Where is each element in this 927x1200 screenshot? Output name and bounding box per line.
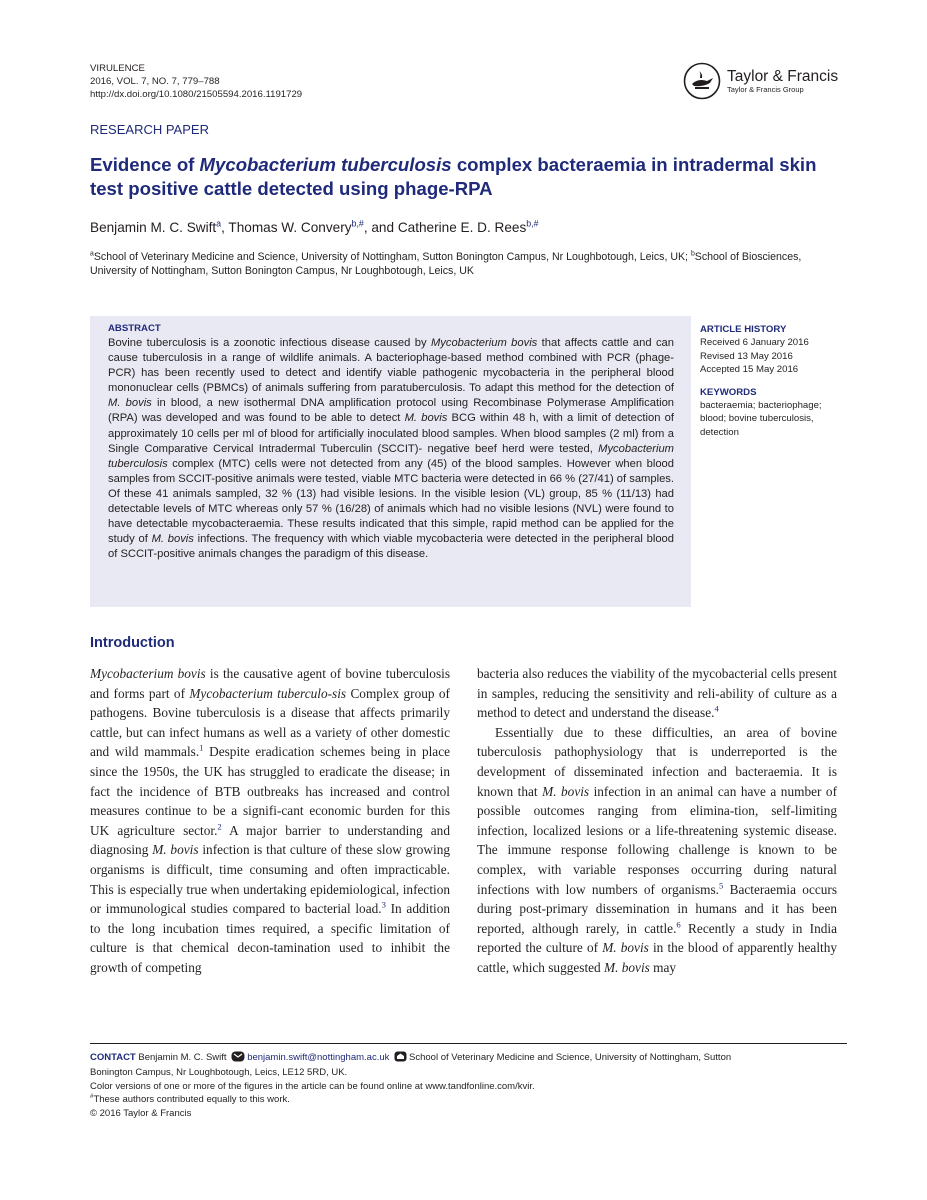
article-history-heading: ARTICLE HISTORY xyxy=(700,324,787,335)
publisher-logo xyxy=(683,62,838,100)
publisher-group: Taylor & Francis Group xyxy=(727,85,804,94)
keywords-heading: KEYWORDS xyxy=(700,386,757,398)
body-column-right xyxy=(477,664,837,978)
author-name: Catherine E. D. Rees xyxy=(397,220,527,235)
contact-email-link[interactable]: benjamin.swift@nottingham.ac.uk xyxy=(247,1052,390,1063)
contact-name: Benjamin M. C. Swift xyxy=(138,1052,227,1063)
article-sidebar xyxy=(700,323,850,439)
publisher-name: Taylor & Francis xyxy=(727,68,839,85)
introduction-heading: Introduction xyxy=(90,635,175,651)
article-type: RESEARCH PAPER xyxy=(90,122,209,137)
received-date: Received 6 January 2016 xyxy=(700,337,809,349)
paragraph: bacteria also reduces the viability of the mycobacterial cells present in samples, reducing the sensitivity and reli-ability of culture as a method to detect and understand the disease.$^4$ xyxy=(477,666,837,721)
author-list: Benjamin M. C. Swift$^a$, Thomas W. Convery$^{b,\#}$, and Catherine E. D. Rees$^{b,\#}$ xyxy=(90,218,539,235)
reference-link[interactable]: 3 xyxy=(381,899,386,910)
author-name: Benjamin M. C. Swift xyxy=(90,220,217,235)
contact-address-cont: Bonington Campus, Nr Loughbotough, Leics, LE12 5RD, UK. xyxy=(90,1067,348,1079)
address-icon xyxy=(394,1051,407,1066)
journal-name: VIRULENCE xyxy=(90,63,145,74)
contact-label: CONTACT xyxy=(90,1052,136,1063)
color-note: Color versions of one or more of the figures in the article can be found online at www.tandfonline.com/kvir. xyxy=(90,1080,535,1092)
author-name: Thomas W. Convery xyxy=(228,220,352,235)
contact-line xyxy=(90,1051,847,1066)
email-icon xyxy=(231,1051,245,1066)
reference-link[interactable]: 2 xyxy=(217,821,222,832)
accepted-date: Accepted 15 May 2016 xyxy=(700,364,799,376)
reference-link[interactable]: 6 xyxy=(676,919,681,930)
lamp-icon xyxy=(683,62,721,100)
revised-date: Revised 13 May 2016 xyxy=(700,350,793,362)
reference-link[interactable]: 1 xyxy=(199,742,204,753)
footer-divider xyxy=(90,1043,847,1044)
keywords-list: bacteraemia; bacteriophage; blood; bovine tuberculosis, detection xyxy=(700,400,822,438)
footer-notes xyxy=(90,1051,847,1120)
journal-doi[interactable]: http://dx.doi.org/10.1080/21505594.2016.1191729 xyxy=(90,89,303,100)
abstract-heading: ABSTRACT xyxy=(108,323,161,334)
reference-link[interactable]: 4 xyxy=(714,703,719,714)
paragraph: Mycobacterium bovis is the causative agent of bovine tuberculosis and forms part of Mycobacterium tuberculo-sis Complex group of pathogens. Bovine tuberculosis is a disease that affects primarily cattle, but can infect humans as well as a variety of other domestic and wild mammals.$^1$ Despite eradication schemes being in place since the 1950s, the UK has struggled to eradicate the disease; in fact the incidence of BTB outbreaks has increased and control measures continue to be a signifi-cant economic burden for this UK agriculture sector.$^2$ A major barrier to understanding and diagnosing M. bovis infection is that culture of these slow growing organisms is difficult, time consuming and often impracticable. This is especially true when undertaking epidemiological, infection or immunological studies compared to bacterial load.$^3$ In addition to the long incubation times required, a specific limitation of culture is that chemical decon-tamination used to inhibit the growth of competing xyxy=(90,666,451,975)
paragraph: Essentially due to these difficulties, an area of bovine tuberculosis pathophysiology that is underreported is the development of disseminated infection and bacteraemia. It is known that M. bovis infection in an animal can have a number of possible outcomes ranging from elimina-tion, self-limiting infection, localized lesions or a life-threatening systemic disease. The immune response following challenge is known to be complex, with variable responses occurring during natural infections with low numbers of organisms.$^5$ Bacteraemia occurs during post-primary dissemination in humans and it has been reported, although rarely, in cattle.$^6$ Recently a study in India reported the culture of M. bovis in the blood of apparently healthy cattle, which suggested M. bovis may xyxy=(477,724,838,975)
copyright: © 2016 Taylor & Francis xyxy=(90,1107,192,1119)
abstract-text: Bovine tuberculosis is a zoonotic infectious disease caused by Mycobacterium bovis that affects cattle and can cause tuberculosis in a range of wildlife animals. A bacteriophage-based method combined with PCR (phage-PCR) has been recently used to detect and identify viable pathogenic mycobacteria in the peripheral blood mononuclear cells (PBMCs) of animals suffering from paratuberculosis. To adapt this method for the detection of M. bovis in blood, a new isothermal DNA amplification protocol using Recombinase Polymerase Amplification (RPA) was developed and was found to be able to detect M. bovis BCG within 48 h, with a limit of detection of approximately 10 cells per ml of blood for artificially inoculated blood samples. When blood samples (2 ml) from a Single Comparative Cervical Intradermal Tuberculin (SCCIT)- negative beef herd were tested, Mycobacterium tuberculosis complex (MTC) cells were not detected from any (45) of the blood samples. However when blood samples from SCCIT-positive animals were tested, viable MTC bacteria were detected in 66 % (27/41) of samples. Of these 41 animals sampled, 32 % (13) had visible lesions. In the visible lesion (VL) group, 85 % (11/13) had detectable levels of MTC whereas only 57 % (16/28) of animals which had no visible lesions (NVL) were found to have detectable mycobacteraemia. These results indicated that this simple, rapid method can be applied for the study of M. bovis infections. The frequency with which viable mycobacteria were detected in the peripheral blood of SCCIT-positive animals changes the paradigm of this disease. xyxy=(108,337,675,561)
journal-meta xyxy=(90,62,302,101)
contact-address: School of Veterinary Medicine and Science, University of Nottingham, Sutton xyxy=(409,1052,732,1063)
reference-link[interactable]: 5 xyxy=(719,880,724,891)
journal-volume: 2016, VOL. 7, NO. 7, 779–788 xyxy=(90,76,220,87)
article-title: Evidence of Mycobacterium tuberculosis complex bacteraemia in intradermal skin test positive cattle detected using phage-RPA xyxy=(90,154,817,199)
affiliations: $^a$School of Veterinary Medicine and Science, University of Nottingham, Sutton Bonington Campus, Nr Loughbotough, Leics, UK; $^b$School of Biosciences, University of Nottingham, Sutton Bonington Campus, Nr Loughbotough, Leics, UK xyxy=(90,250,802,277)
body-column-left xyxy=(90,664,450,978)
equal-contribution-note: #These authors contributed equally to this work. xyxy=(90,1093,290,1106)
